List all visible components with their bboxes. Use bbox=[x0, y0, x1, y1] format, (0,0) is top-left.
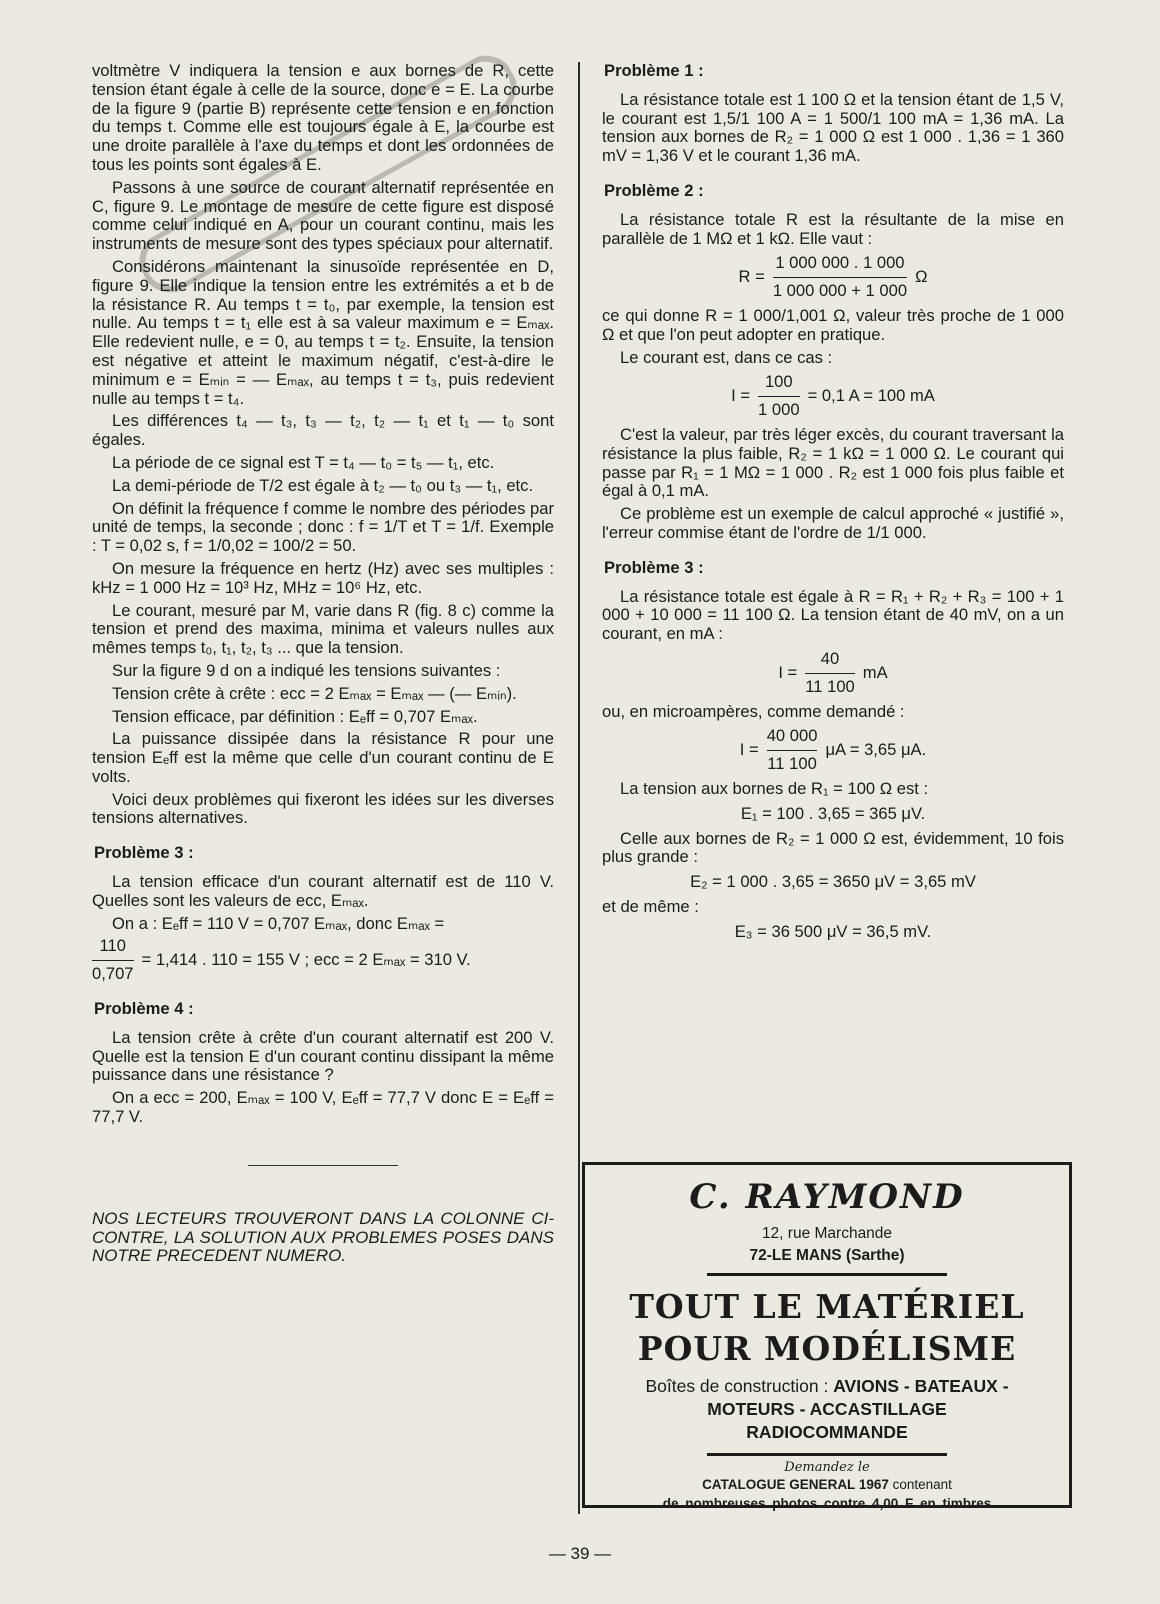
ad-headline-2: POUR MODÉLISME bbox=[637, 1329, 1017, 1368]
paragraph: Tension efficace, par définition : Eₑff = 0,707 Eₘₐₓ. bbox=[112, 706, 478, 726]
paragraph: On a : Eₑff = 110 V = 0,707 Eₘₐₓ, donc Eₘₐₓ = bbox=[112, 913, 445, 933]
fraction bbox=[758, 373, 800, 420]
page-number: — 39 — bbox=[548, 1544, 612, 1563]
fraction bbox=[92, 937, 134, 984]
separator-line bbox=[248, 1165, 398, 1166]
formula-lhs: I = bbox=[739, 740, 759, 760]
ad-catalogue-suffix: contenant bbox=[892, 1477, 952, 1492]
paragraph: Passons à une source de courant alternatif représentée en C, figure 9. Le montage de mesure de cette figure est disposé comme celui indiqué en A, pour un courant continu, mais les instruments de mesure sont des types spéciaux pour alternatif. bbox=[92, 177, 554, 254]
formula-emax bbox=[92, 937, 554, 984]
paragraph: La tension aux bornes de R₁ = 100 Ω est : bbox=[620, 778, 929, 798]
problem-3-solution-heading: Problème 3 : bbox=[604, 557, 704, 577]
right-column bbox=[602, 62, 1064, 947]
ad-request: Demandez le bbox=[784, 1460, 870, 1475]
paragraph: ce qui donne R = 1 000/1,001 Ω, valeur très proche de 1 000 Ω et que l'on peut adopter en pratique. bbox=[602, 305, 1064, 344]
formula-rhs: μA = 3,65 μA. bbox=[825, 740, 927, 760]
formula-lhs: I = bbox=[731, 386, 751, 406]
problem-4-heading: Problème 4 : bbox=[94, 999, 194, 1019]
paragraph: Tension crête à crête : eᴄᴄ = 2 Eₘₐₓ = Eₘₐₓ — (— Eₘᵢₙ). bbox=[112, 683, 517, 703]
numerator: 110 bbox=[99, 936, 126, 956]
ad-products-list: AVIONS - BATEAUX - bbox=[833, 1376, 1009, 1396]
formula-r bbox=[602, 254, 1064, 301]
equation-e1: E₁ = 100 . 3,65 = 365 μV. bbox=[740, 803, 926, 823]
ad-brand: C. RAYMOND bbox=[689, 1177, 965, 1217]
paragraph: et de même : bbox=[602, 896, 699, 916]
formula-rhs: mA bbox=[862, 662, 888, 682]
numerator: 1 000 000 . 1 000 bbox=[775, 253, 905, 273]
ad-photos-line: de nombreuses photos contre 4,00 F en timbres bbox=[662, 1496, 992, 1511]
problem-2-heading: Problème 2 : bbox=[604, 180, 704, 200]
numerator: 100 bbox=[764, 372, 793, 392]
fraction bbox=[805, 650, 855, 697]
paragraph: ou, en microampères, comme demandé : bbox=[602, 701, 905, 721]
left-column bbox=[92, 62, 554, 1270]
problem-1-heading: Problème 1 : bbox=[604, 61, 704, 80]
paragraph: Ce problème est un exemple de calcul approché « justifié », l'erreur commise étant de l'ordre de 1/1 000. bbox=[602, 504, 1064, 542]
fraction-bar bbox=[767, 750, 818, 751]
paragraph: voltmètre V indiquera la tension e aux bornes de R, cette tension étant égale à celle de la source, donc e = E. La courbe de la figure 9 (partie B) représente cette tension e en fonction du temps t. Comme elle est toujours égale à E, la courbe est une droite parallèle à l'axe du temps et dont les ordonnées de tous les points sont égales à E. bbox=[92, 61, 554, 174]
equation-e3: E₃ = 36 500 μV = 36,5 mV. bbox=[734, 921, 932, 941]
formula-lhs: R = bbox=[738, 267, 765, 287]
ad-products-line-1 bbox=[585, 1376, 1069, 1397]
column-divider bbox=[578, 62, 580, 1514]
formula-lhs: I = bbox=[778, 662, 798, 682]
paragraph: La résistance totale R est la résultante de la mise en parallèle de 1 MΩ et 1 kΩ. Elle vaut : bbox=[602, 209, 1064, 248]
paragraph: Sur la figure 9 d on a indiqué les tensions suivantes : bbox=[112, 660, 501, 680]
ad-products-intro: Boîtes de construction : bbox=[645, 1376, 829, 1396]
equation-e2: E₂ = 1 000 . 3,65 = 3650 μV = 3,65 mV bbox=[690, 872, 976, 892]
denominator: 11 100 bbox=[767, 754, 817, 774]
denominator: 11 100 bbox=[805, 676, 855, 696]
paragraph: La tension crête à crête d'un courant alternatif est 200 V. Quelle est la tension E d'un courant continu dissipant la même puissance dans une résistance ? bbox=[92, 1027, 554, 1085]
paragraph: Les différences t₄ — t₃, t₃ — t₂, t₂ — t₁ et t₁ — t₀ sont égales. bbox=[92, 411, 554, 450]
formula-rhs: = 0,1 A = 100 mA bbox=[807, 386, 935, 406]
fraction-bar bbox=[805, 673, 855, 674]
paragraph: La période de ce signal est T = t₄ — t₀ = t₅ — t₁, etc. bbox=[112, 452, 495, 472]
ad-address-city: 72-LE MANS (Sarthe) bbox=[749, 1247, 905, 1264]
formula-i-ma bbox=[602, 650, 1064, 697]
paragraph: La puissance dissipée dans la résistance R pour une tension Eₑff est la même que celle d'un courant continu de E volts. bbox=[92, 729, 554, 786]
formula-rhs: = 1,414 . 110 = 155 V ; eᴄᴄ = 2 Eₘₐₓ = 310 V. bbox=[141, 950, 471, 970]
ad-catalogue bbox=[585, 1477, 1069, 1492]
ad-headline-1: TOUT LE MATÉRIEL bbox=[629, 1287, 1025, 1326]
paragraph: Celle aux bornes de R₂ = 1 000 Ω est, évidemment, 10 fois plus grande : bbox=[602, 828, 1064, 867]
fraction bbox=[767, 727, 818, 774]
advertisement-box bbox=[582, 1162, 1072, 1511]
problem-3-heading: Problème 3 : bbox=[94, 843, 194, 863]
denominator: 1 000 000 + 1 000 bbox=[772, 281, 908, 301]
paragraph: La résistance totale est 1 100 Ω et la tension étant de 1,5 V, le courant est 1,5/1 100 A = 1 500/1 100 mA = 1,36 mA. La tension aux bornes de R₂ = 1 000 Ω est 1 000 . 1,36 = 1 360 mV = 1,36 V et le courant 1,36 mA. bbox=[602, 89, 1064, 166]
paragraph: La résistance totale est égale à R = R₁ + R₂ + R₃ = 100 + 1 000 + 10 000 = 11 100 Ω. La tension étant de 40 mV, on a un courant, en mA : bbox=[602, 586, 1064, 644]
ad-separator bbox=[707, 1453, 947, 1456]
ad-address-street: 12, rue Marchande bbox=[761, 1225, 893, 1242]
paragraph: La tension efficace d'un courant alternatif est de 110 V. Quelles sont les valeurs de eᴄᴄ, Eₘₐₓ. bbox=[92, 872, 554, 910]
fraction-bar bbox=[773, 277, 907, 278]
denominator: 0,707 bbox=[92, 964, 134, 984]
paragraph: Le courant, mesuré par M, varie dans R (fig. 8 c) comme la tension et prend des maxima, minima et valeurs nulles aux mêmes temps t₀, t₁, t₂, t₃ ... que la tension. bbox=[92, 600, 554, 658]
formula-i-ua bbox=[602, 727, 1064, 774]
formula-i bbox=[602, 373, 1064, 420]
paragraph: On a eᴄᴄ = 200, Eₘₐₓ = 100 V, Eₑff = 77,7 V donc E = Eₑff = 77,7 V. bbox=[92, 1088, 554, 1127]
numerator: 40 000 bbox=[766, 726, 818, 746]
fraction-bar bbox=[758, 396, 800, 397]
paragraph: On définit la fréquence f comme le nombre des périodes par unité de temps, la seconde ; donc : f = 1/T et T = 1/f. Exemple : T = 0,02 s, f = 1/0,02 = 100/2 = 50. bbox=[92, 498, 554, 556]
paragraph: Considérons maintenant la sinusoïde représentée en D, figure 9. Elle indique la tension entre les extrémités a et b de la résistance R. Au temps t = t₀, par exemple, la tension est nulle. Au temps t = t₁ elle est à sa valeur maximum e = Eₘₐₓ. Elle redevient nulle, e = 0, au temps t = t₂. Ensuite, la tension est négative et atteint le maximum négatif, c'est-à-dire le minimum e = Eₘᵢₙ = — Eₘₐₓ, au temps t = t₃, puis redevient nulle au temps t = t₄. bbox=[92, 256, 554, 408]
fraction bbox=[773, 254, 907, 301]
ad-products-line-3: RADIOCOMMANDE bbox=[746, 1422, 908, 1442]
numerator: 40 bbox=[820, 648, 840, 668]
paragraph: La demi-période de T/2 est égale à t₂ — t₀ ou t₃ — t₁, etc. bbox=[112, 475, 534, 495]
paragraph: Le courant est, dans ce cas : bbox=[620, 347, 833, 367]
denominator: 1 000 bbox=[758, 400, 800, 420]
paragraph: C'est la valeur, par très léger excès, du courant traversant la résistance la plus faible, R₂ = 1 kΩ = 1 000 Ω. Le courant qui passe par R₁ = 1 MΩ = 1 000 . R₂ est 1 000 fois plus faible et égal à 0,1 mA. bbox=[602, 424, 1064, 501]
ad-catalogue-title: CATALOGUE GENERAL 1967 bbox=[702, 1477, 889, 1492]
formula-rhs: Ω bbox=[915, 267, 928, 287]
fraction-bar bbox=[92, 960, 134, 961]
paragraph: Voici deux problèmes qui fixeront les idées sur les diverses tensions alternatives. bbox=[92, 789, 554, 828]
ad-separator bbox=[707, 1273, 947, 1276]
paragraph: On mesure la fréquence en hertz (Hz) avec ses multiples : kHz = 1 000 Hz = 10³ Hz, MHz = 10⁶ Hz, etc. bbox=[92, 558, 554, 597]
ad-products-line-2: MOTEURS - ACCASTILLAGE bbox=[707, 1399, 947, 1419]
readers-notice: NOS LECTEURS TROUVERONT DANS LA COLONNE CI-CONTRE, LA SOLUTION AUX PROBLEMES POSES DANS NOTRE PRECEDENT NUMERO. bbox=[92, 1208, 554, 1266]
